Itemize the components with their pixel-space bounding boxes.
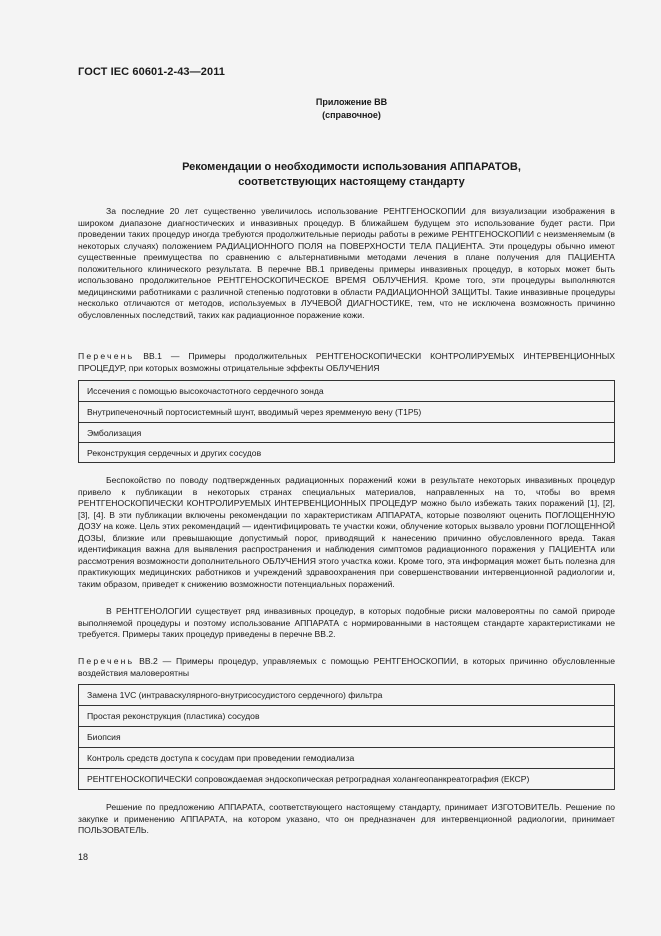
page-number: 18 bbox=[78, 852, 89, 862]
list1-item: Внутрипеченочный портосистемный шунт, вводимый через яремменую вену (Т1Р5) bbox=[79, 402, 615, 423]
list1-item: Иссечения с помощью высокочастотного сердечного зонда bbox=[79, 381, 615, 402]
table-row bbox=[79, 402, 615, 423]
document-title bbox=[0, 160, 661, 190]
table-row bbox=[79, 727, 615, 748]
title-line-1: Рекомендации о необходимости использования АППАРАТОВ, bbox=[182, 161, 521, 173]
table-row bbox=[79, 685, 615, 706]
appendix-subtitle: (справочное) bbox=[322, 110, 381, 120]
list2-caption-text: ВВ.2 — Примеры процедур, управляемых с помощью РЕНТГЕНОСКОПИИ, в которых причинно обусловленные воздействия маловероятны bbox=[78, 656, 615, 678]
list2-caption bbox=[78, 656, 615, 679]
list2-table bbox=[78, 684, 615, 790]
middle-paragraph-1: Беспокойство по поводу подтвержденных радиационных поражений кожи в результате некоторых инвазивных процедур привело к публикации в некоторых странах специальных материалов, направленных на то, чтобы во время РЕНТГЕНОСКОПИЧЕСКИ КОНТРОЛИРУЕМЫХ ИНТЕРВЕНЦИОННЫХ ПРОЦЕДУР можно было избежать таких поражений [1], [2], [3], [4]. В эти публикации включены рекомендации по характеристикам АППАРАТА, которые позволяют оценить ПОГЛОЩЕННУЮ ДОЗУ на коже. Цель этих рекомендаций — идентифицировать те участки кожи, облучение которых вызвало уровни ПОГЛОЩЕННОЙ ДОЗЫ, близкие или превышающие допустимый порог, приводящий к нанесению причинно обусловленного вреда. Такая идентификация важна для выявления распространения и наблюдения симптомов радиационного поражения у ПАЦИЕНТА или рассмотрения возможности дополнительного ОБЛУЧЕНИЯ этого участка кожи. Кроме того, эта информация может быть полезна для практикующих медицинских работников и учреждений здравоохранения при совершенствовании интервенционной радиологии и, таким образом, приведет к снижению возможности потенциальных поражений. bbox=[78, 475, 615, 589]
list1-caption-text: ВВ.1 — Примеры продолжительных РЕНТГЕНОСКОПИЧЕСКИ КОНТРОЛИРУЕМЫХ ИНТЕРВЕНЦИОННЫХ ПРОЦЕДУР, при которых возможны отрицательные эффекты ОБЛУЧЕНИЯ bbox=[78, 351, 615, 373]
standard-id: ГОСТ IEC 60601-2-43—2011 bbox=[78, 66, 226, 78]
list1-label: Перечень bbox=[78, 351, 135, 361]
table-row bbox=[79, 706, 615, 727]
list2-item: Простая реконструкция (пластика) сосудов bbox=[79, 706, 615, 727]
list2-item: Замена 1VC (интраваскулярного-внутрисосудистого сердечного) фильтра bbox=[79, 685, 615, 706]
table-row bbox=[79, 443, 615, 463]
list2-item: Контроль средств доступа к сосудам при проведении гемодиализа bbox=[79, 748, 615, 769]
list1-item: Реконструкция сердечных и других сосудов bbox=[79, 443, 615, 463]
middle-paragraph-2: В РЕНТГЕНОЛОГИИ существует ряд инвазивных процедур, в которых подобные риски маловероятны по самой природе выполняемой процедуры и поэтому использование АППАРАТА с нормированными в настоящем стандарте характеристиками не требуется. Примеры таких процедур приведены в перечне ВВ.2. bbox=[78, 606, 615, 639]
list2-label: Перечень bbox=[78, 656, 135, 666]
table-row bbox=[79, 769, 615, 790]
list1-table bbox=[78, 380, 615, 463]
table-row bbox=[79, 748, 615, 769]
title-line-2: соответствующих настоящему стандарту bbox=[238, 176, 465, 188]
appendix-heading bbox=[0, 96, 661, 122]
closing-paragraph: Решение по предложению АППАРАТА, соответствующего настоящему стандарту, принимает ИЗГОТОВИТЕЛЬ. Решение по закупке и применению АППАРАТА, на котором указано, что он предназначен для интервенционной радиологии, принимает ПОЛЬЗОВАТЕЛЬ. bbox=[78, 802, 615, 835]
list2-item: РЕНТГЕНОСКОПИЧЕСКИ сопровождаемая эндоскопическая ретроградная холангеопанкреатография (ЕКСР) bbox=[79, 769, 615, 790]
appendix-title: Приложение ВВ bbox=[315, 97, 388, 107]
list1-item: Эмболизация bbox=[79, 423, 615, 443]
intro-paragraph: За последние 20 лет существенно увеличилось использование РЕНТГЕНОСКОПИИ для визуализации изображения в широком диапазоне диагностических и инвазивных процедур. В ближайшем будущем это использование будет расти. При проведении таких процедур иногда требуются продолжительные периоды работы в режиме РЕНТГЕНОСКОПИИ с неизменяемым (в некоторых случаях) положением РАДИАЦИОННОГО ПОЛЯ на ПОВЕРХНОСТИ ТЕЛА ПАЦИЕНТА. Эти процедуры обычно имеют существенные преимущества по сравнению с альтернативными методами лечения в плане получения для ПАЦИЕНТА положительного клинического результата. В перечне ВВ.1 приведены примеры инвазивных процедур, в которых может быть использовано продолжительное РЕНТГЕНОСКОПИЧЕСКОЕ ВРЕМЯ ОБЛУЧЕНИЯ. Кроме того, эти процедуры выполняются медицинскими работниками с различной степенью подготовки в области РАДИАЦИОННОЙ ЗАЩИТЫ. Такие инвазивные процедуры несколько отличаются от методов, используемых в ЛУЧЕВОЙ ДИАГНОСТИКЕ, тем, что не исключена возможность причинно обусловленных последствий, таких как радиационное поражение кожи. bbox=[78, 206, 615, 320]
list1-caption bbox=[78, 351, 615, 374]
table-row bbox=[79, 423, 615, 443]
table-row bbox=[79, 381, 615, 402]
list2-item: Биопсия bbox=[79, 727, 615, 748]
